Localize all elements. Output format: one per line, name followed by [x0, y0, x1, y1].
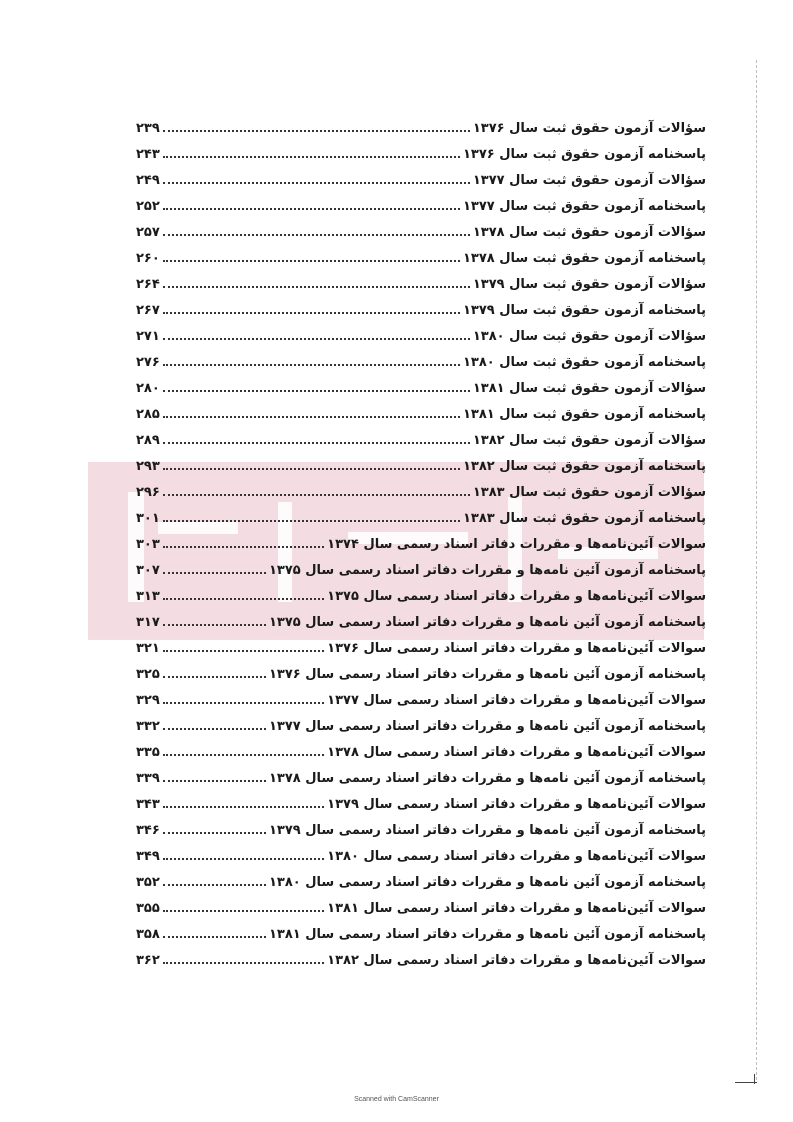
toc-entry-title: سوالات آئین‌نامه‌ها و مقررات دفاتر اسناد رسمی سال ۱۳۷۷: [327, 693, 706, 708]
toc-entry-title: پاسخنامه آزمون حقوق ثبت سال ۱۳۷۹: [462, 303, 706, 318]
toc-entry-page-number: ۳۰۱: [136, 511, 160, 526]
toc-entry: [136, 710, 706, 736]
toc-dot-leader: [163, 363, 460, 366]
toc-entry: [136, 554, 706, 580]
toc-dot-leader: [163, 935, 266, 938]
toc-entry-title: سؤالات آزمون حقوق ثبت سال ۱۳۷۸: [472, 225, 706, 240]
toc-entry-title: سؤالات آزمون حقوق ثبت سال ۱۳۸۰: [472, 329, 706, 344]
toc-entry-title: پاسخنامه آزمون آئین نامه‌ها و مقررات دفاتر اسناد رسمی سال ۱۳۷۵: [268, 563, 706, 578]
toc-entry: [136, 268, 706, 294]
toc-dot-leader: [163, 337, 470, 340]
toc-entry: [136, 762, 706, 788]
toc-entry-page-number: ۳۳۵: [136, 745, 160, 760]
toc-dot-leader: [163, 129, 470, 132]
toc-entry-page-number: ۲۸۵: [136, 407, 160, 422]
toc-dot-leader: [163, 389, 470, 392]
toc-entry: [136, 450, 706, 476]
toc-dot-leader: [163, 233, 470, 236]
toc-entry: [136, 424, 706, 450]
toc-entry-page-number: ۲۷۱: [136, 329, 160, 344]
toc-entry: [136, 320, 706, 346]
toc-dot-leader: [163, 649, 324, 652]
toc-entry-title: پاسخنامه آزمون آئین نامه‌ها و مقررات دفاتر اسناد رسمی سال ۱۳۷۸: [268, 771, 706, 786]
table-of-contents: [136, 112, 706, 970]
toc-entry: [136, 190, 706, 216]
toc-entry-page-number: ۳۴۶: [136, 823, 160, 838]
toc-entry-page-number: ۲۶۰: [136, 251, 160, 266]
toc-dot-leader: [163, 779, 266, 782]
scan-corner-mark-vertical: [754, 1074, 755, 1084]
toc-entry-page-number: ۳۳۲: [136, 719, 160, 734]
toc-entry-page-number: ۳۲۵: [136, 667, 160, 682]
toc-entry: [136, 476, 706, 502]
toc-entry-title: پاسخنامه آزمون آئین نامه‌ها و مقررات دفاتر اسناد رسمی سال ۱۳۷۶: [268, 667, 706, 682]
toc-entry-page-number: ۳۴۳: [136, 797, 160, 812]
toc-entry-page-number: ۲۵۲: [136, 199, 160, 214]
toc-entry: [136, 138, 706, 164]
toc-entry-title: پاسخنامه آزمون آئین نامه‌ها و مقررات دفاتر اسناد رسمی سال ۱۳۸۱: [268, 927, 706, 942]
toc-entry-title: سؤالات آزمون حقوق ثبت سال ۱۳۷۶: [472, 121, 706, 136]
toc-entry-page-number: ۳۶۲: [136, 953, 160, 968]
toc-entry-title: سؤالات آزمون حقوق ثبت سال ۱۳۷۹: [472, 277, 706, 292]
toc-entry: [136, 892, 706, 918]
toc-entry-title: پاسخنامه آزمون حقوق ثبت سال ۱۳۸۱: [462, 407, 706, 422]
toc-dot-leader: [163, 415, 460, 418]
toc-entry-page-number: ۲۹۳: [136, 459, 160, 474]
toc-entry-page-number: ۳۵۵: [136, 901, 160, 916]
toc-entry: [136, 294, 706, 320]
toc-entry-page-number: ۳۰۳: [136, 537, 160, 552]
toc-dot-leader: [163, 623, 266, 626]
toc-dot-leader: [163, 909, 324, 912]
toc-entry-title: سوالات آئین‌نامه‌ها و مقررات دفاتر اسناد رسمی سال ۱۳۷۸: [327, 745, 706, 760]
toc-entry-title: پاسخنامه آزمون حقوق ثبت سال ۱۳۷۸: [462, 251, 706, 266]
toc-entry-title: سوالات آئین‌نامه‌ها و مقررات دفاتر اسناد رسمی سال ۱۳۷۹: [327, 797, 706, 812]
toc-entry-page-number: ۳۱۷: [136, 615, 160, 630]
toc-entry: [136, 502, 706, 528]
toc-entry: [136, 658, 706, 684]
toc-dot-leader: [163, 493, 470, 496]
toc-entry-page-number: ۳۲۱: [136, 641, 160, 656]
toc-entry-page-number: ۳۳۹: [136, 771, 160, 786]
toc-entry: [136, 918, 706, 944]
toc-entry: [136, 866, 706, 892]
toc-entry-title: سوالات آئین‌نامه‌ها و مقررات دفاتر اسناد رسمی سال ۱۳۸۰: [327, 849, 706, 864]
toc-entry-page-number: ۲۸۹: [136, 433, 160, 448]
toc-dot-leader: [163, 155, 460, 158]
toc-entry-title: پاسخنامه آزمون آئین نامه‌ها و مقررات دفاتر اسناد رسمی سال ۱۳۸۰: [268, 875, 706, 890]
toc-dot-leader: [163, 831, 266, 834]
toc-dot-leader: [163, 805, 324, 808]
scanner-footer: Scanned with CamScanner: [354, 1096, 439, 1103]
toc-entry-title: پاسخنامه آزمون حقوق ثبت سال ۱۳۸۳: [462, 511, 706, 526]
toc-entry: [136, 580, 706, 606]
toc-entry: [136, 528, 706, 554]
toc-entry-title: پاسخنامه آزمون آئین نامه‌ها و مقررات دفاتر اسناد رسمی سال ۱۳۷۵: [268, 615, 706, 630]
toc-entry: [136, 398, 706, 424]
toc-dot-leader: [163, 675, 266, 678]
toc-entry-page-number: ۳۵۸: [136, 927, 160, 942]
toc-entry-title: سوالات آئین‌نامه‌ها و مقررات دفاتر اسناد رسمی سال ۱۳۷۶: [327, 641, 706, 656]
toc-entry: [136, 684, 706, 710]
toc-entry: [136, 346, 706, 372]
toc-entry: [136, 606, 706, 632]
toc-entry-page-number: ۲۶۷: [136, 303, 160, 318]
toc-entry-page-number: ۲۴۹: [136, 173, 160, 188]
toc-dot-leader: [163, 467, 460, 470]
toc-entry-title: سوالات آئین‌نامه‌ها و مقررات دفاتر اسناد رسمی سال ۱۳۷۵: [327, 589, 706, 604]
toc-dot-leader: [163, 519, 460, 522]
toc-entry: [136, 788, 706, 814]
toc-entry: [136, 840, 706, 866]
scan-edge-line: [756, 60, 757, 1080]
toc-entry: [136, 164, 706, 190]
toc-entry: [136, 736, 706, 762]
toc-entry: [136, 632, 706, 658]
toc-entry-page-number: ۲۵۷: [136, 225, 160, 240]
toc-entry-title: پاسخنامه آزمون آئین نامه‌ها و مقررات دفاتر اسناد رسمی سال ۱۳۷۷: [268, 719, 706, 734]
toc-entry: [136, 242, 706, 268]
toc-dot-leader: [163, 441, 470, 444]
toc-dot-leader: [163, 727, 266, 730]
toc-entry-title: سوالات آئین‌نامه‌ها و مقررات دفاتر اسناد رسمی سال ۱۳۸۲: [327, 953, 706, 968]
toc-entry: [136, 372, 706, 398]
toc-entry-title: سؤالات آزمون حقوق ثبت سال ۱۳۸۲: [472, 433, 706, 448]
toc-entry-title: پاسخنامه آزمون حقوق ثبت سال ۱۳۷۷: [462, 199, 706, 214]
toc-entry-title: پاسخنامه آزمون حقوق ثبت سال ۱۳۸۰: [462, 355, 706, 370]
toc-dot-leader: [163, 701, 324, 704]
toc-entry-title: پاسخنامه آزمون حقوق ثبت سال ۱۳۸۲: [462, 459, 706, 474]
toc-entry-page-number: ۲۶۴: [136, 277, 160, 292]
toc-entry-page-number: ۲۷۶: [136, 355, 160, 370]
toc-entry: [136, 944, 706, 970]
toc-entry-page-number: ۳۵۲: [136, 875, 160, 890]
toc-dot-leader: [163, 207, 460, 210]
toc-dot-leader: [163, 545, 324, 548]
toc-entry-page-number: ۳۲۹: [136, 693, 160, 708]
toc-entry-page-number: ۳۰۷: [136, 563, 160, 578]
toc-dot-leader: [163, 961, 324, 964]
toc-entry-title: سؤالات آزمون حقوق ثبت سال ۱۳۸۱: [472, 381, 706, 396]
toc-dot-leader: [163, 597, 324, 600]
toc-entry-page-number: ۲۹۶: [136, 485, 160, 500]
toc-dot-leader: [163, 571, 266, 574]
toc-entry-title: پاسخنامه آزمون حقوق ثبت سال ۱۳۷۶: [462, 147, 706, 162]
toc-entry-title: سؤالات آزمون حقوق ثبت سال ۱۳۷۷: [472, 173, 706, 188]
toc-dot-leader: [163, 857, 324, 860]
toc-entry-page-number: ۳۴۹: [136, 849, 160, 864]
toc-dot-leader: [163, 311, 460, 314]
toc-entry-title: سؤالات آزمون حقوق ثبت سال ۱۳۸۳: [472, 485, 706, 500]
toc-entry-page-number: ۳۱۳: [136, 589, 160, 604]
toc-dot-leader: [163, 181, 470, 184]
toc-entry: [136, 814, 706, 840]
toc-dot-leader: [163, 285, 470, 288]
toc-entry: [136, 216, 706, 242]
toc-dot-leader: [163, 259, 460, 262]
toc-dot-leader: [163, 753, 324, 756]
toc-entry-page-number: ۲۸۰: [136, 381, 160, 396]
toc-entry-title: پاسخنامه آزمون آئین نامه‌ها و مقررات دفاتر اسناد رسمی سال ۱۳۷۹: [268, 823, 706, 838]
toc-entry-page-number: ۲۴۳: [136, 147, 160, 162]
toc-entry-title: سوالات آئین‌نامه‌ها و مقررات دفاتر اسناد رسمی سال ۱۳۷۴: [327, 537, 706, 552]
toc-dot-leader: [163, 883, 266, 886]
toc-entry-title: سوالات آئین‌نامه‌ها و مقررات دفاتر اسناد رسمی سال ۱۳۸۱: [327, 901, 706, 916]
toc-entry-page-number: ۲۳۹: [136, 121, 160, 136]
toc-entry: [136, 112, 706, 138]
